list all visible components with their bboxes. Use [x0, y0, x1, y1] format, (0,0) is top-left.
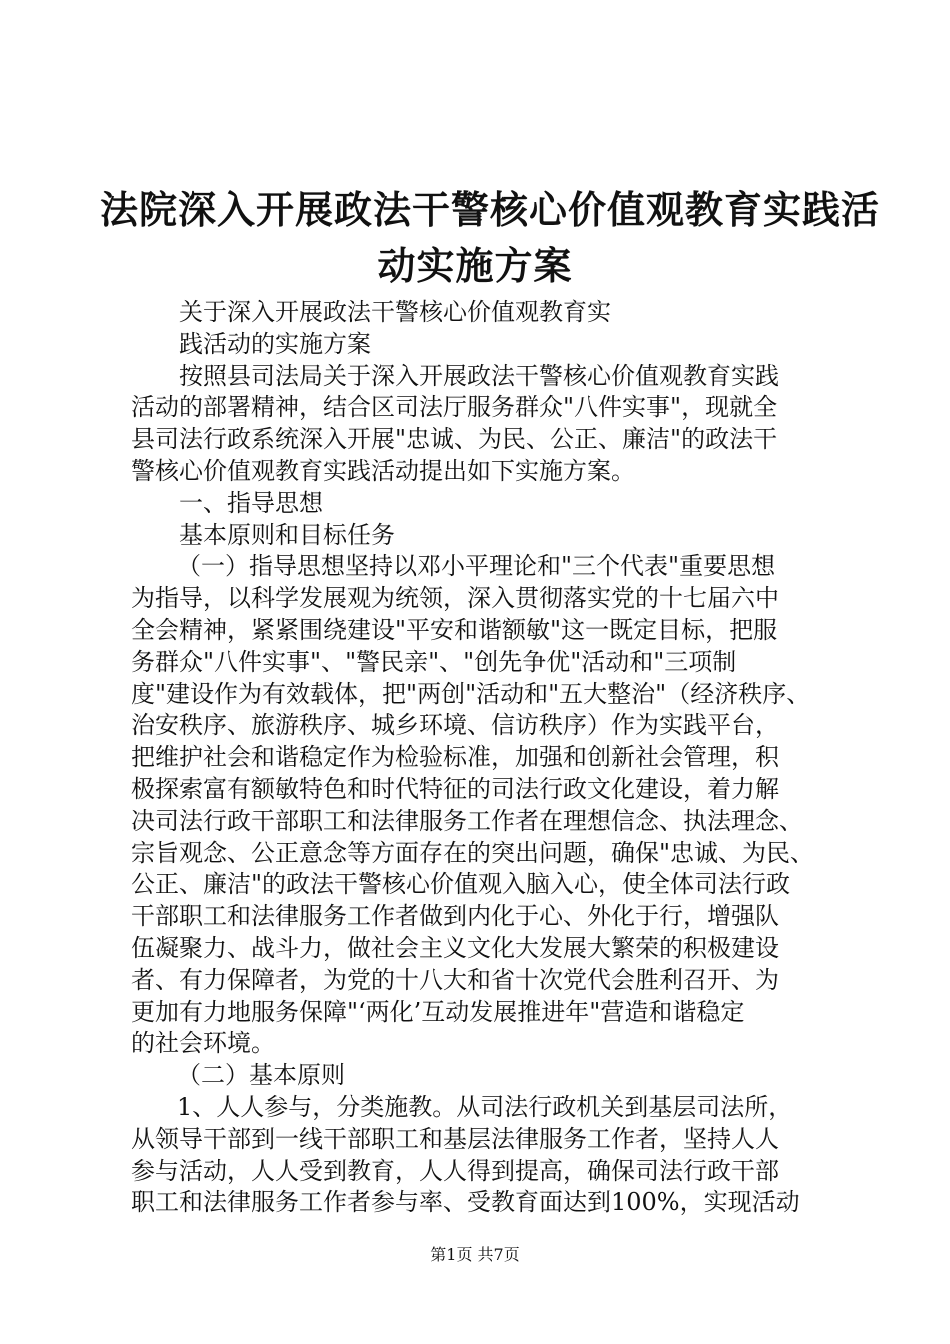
- paragraph-line: 全会精神，紧紧围绕建设"平安和谐额敏"这一既定目标，把服: [131, 615, 778, 644]
- document-body: [131, 297, 851, 1219]
- paragraph-line: 活动的部署精神，结合区司法厅服务群众"八件实事"，现就全: [131, 393, 778, 422]
- page-number-footer: 第1页 共7页: [430, 1245, 520, 1264]
- paragraph-line: 干部职工和法律服务工作者做到内化于心、外化于行，增强队: [131, 902, 779, 931]
- paragraph-line: 把维护社会和谐稳定作为检验标准，加强和创新社会管理，积: [131, 743, 779, 772]
- paragraph-line: 治安秩序、旅游秩序、城乡环境、信访秩序）作为实践平台，: [131, 711, 779, 740]
- paragraph-line: 度"建设作为有效载体，把"两创"活动和"五大整治"（经济秩序、: [131, 679, 811, 708]
- paragraph-line: 1、人人参与，分类施教。从司法行政机关到基层司法所，: [177, 1092, 793, 1121]
- paragraph-line: 决司法行政干部职工和法律服务工作者在理想信念、执法理念、: [131, 806, 803, 835]
- subtitle-line: 关于深入开展政法干警核心价值观教育实: [179, 298, 611, 326]
- paragraph-line: 职工和法律服务工作者参与率、受教育面达到100%，实现活动: [131, 1188, 800, 1217]
- paragraph-line: 伍凝聚力、战斗力，做社会主义文化大发展大繁荣的积极建设: [131, 933, 779, 962]
- paragraph-line: （一）指导思想坚持以邓小平理论和"三个代表"重要思想: [177, 552, 776, 581]
- paragraph-line: 参与活动，人人受到教育，人人得到提高，确保司法行政干部: [131, 1156, 779, 1185]
- subtitle-line: 践活动的实施方案: [179, 329, 371, 358]
- section-heading: 一、指导思想: [179, 488, 323, 517]
- document-title-line-2: 动实施方案: [377, 243, 573, 288]
- paragraph-line: 县司法行政系统深入开展"忠诚、为民、公正、廉洁"的政法干: [131, 425, 778, 454]
- section-heading: （二）基本原则: [177, 1061, 345, 1090]
- section-heading: 基本原则和目标任务: [179, 520, 395, 549]
- paragraph-line: 者、有力保障者，为党的十八大和省十次党代会胜利召开、为: [131, 965, 779, 994]
- paragraph-line: 按照县司法局关于深入开展政法干警核心价值观教育实践: [179, 361, 779, 390]
- paragraph-line: 公正、廉洁"的政法干警核心价值观入脑入心，使全体司法行政: [131, 870, 791, 899]
- paragraph-line: 从领导干部到一线干部职工和基层法律服务工作者，坚持人人: [131, 1124, 779, 1153]
- paragraph-line: 的社会环境。: [131, 1029, 275, 1058]
- paragraph-line: 务群众"八件实事"、"警民亲"、"创先争优"活动和"三项制: [131, 647, 737, 676]
- document-title-line-1: 法院深入开展政法干警核心价值观教育实践活: [100, 187, 881, 232]
- paragraph-line: 警核心价值观教育实践活动提出如下实施方案。: [131, 456, 635, 485]
- paragraph-line: 为指导，以科学发展观为统领，深入贯彻落实党的十七届六中: [131, 584, 779, 613]
- paragraph-line: 更加有力地服务保障"‘两化’互动发展推进年"营造和谐稳定: [131, 997, 745, 1026]
- paragraph-line: 极探索富有额敏特色和时代特征的司法行政文化建设，着力解: [131, 774, 779, 803]
- paragraph-line: 宗旨观念、公正意念等方面存在的突出问题，确保"忠诚、为民、: [131, 838, 815, 867]
